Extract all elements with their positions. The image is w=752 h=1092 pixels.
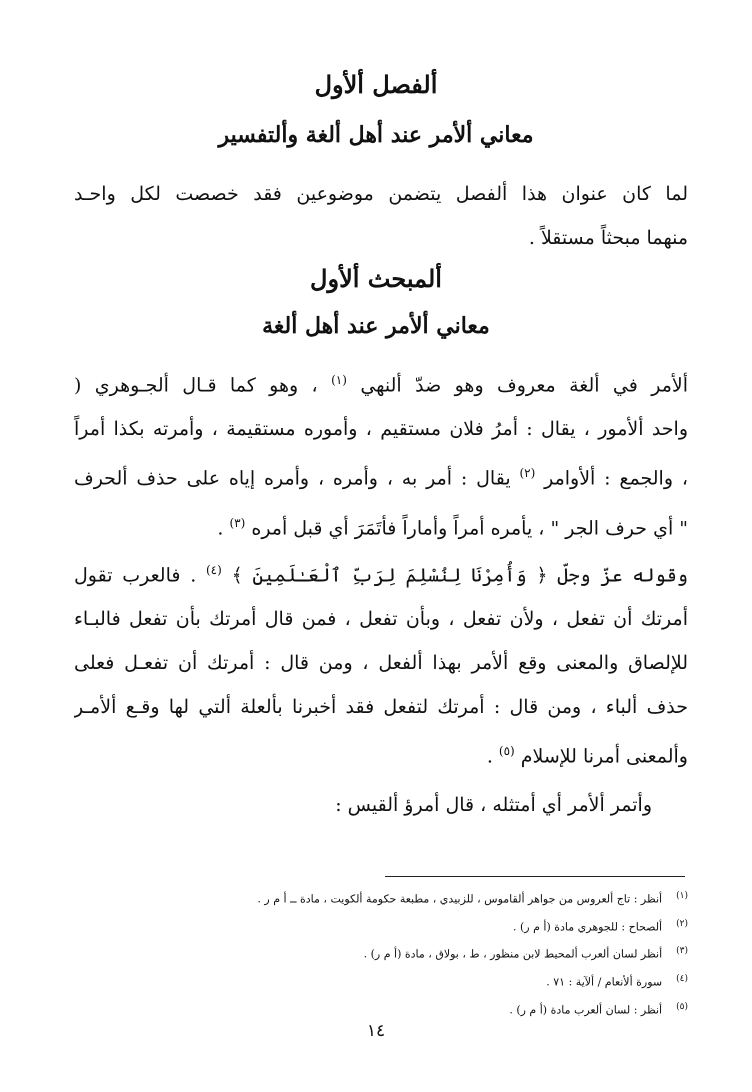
section-subtitle: معاني ألأمر عند أهل ألغة — [262, 313, 490, 339]
section-title: ألمبحث ألأول — [310, 264, 442, 293]
paragraph-line: ، والجمع : ألأوامر $^{(٢)}$ يقال : أمر به ، وأمره ، وأمره إياه على حذف ألحرف — [74, 466, 688, 490]
footnote-ref: (٢) — [519, 466, 536, 481]
footnote-ref: (١) — [331, 373, 347, 387]
footnote-separator — [385, 876, 685, 877]
paragraph-line: وألمعنى أمرنا للإسلام $^{(٥)}$ . — [486, 744, 688, 768]
intro-line: لما كان عنوان هذا ألفصل يتضمن موضوعين فقد خصصت لكل واحـد — [74, 183, 688, 205]
paragraph-3 — [74, 783, 652, 827]
paragraph-line: ألأمر في ألغة معروف وهو ضدّ ألنهي $^{(١)}$ ، وهو كما قـال ألجـوهري ( — [74, 373, 688, 397]
intro-paragraph — [74, 172, 688, 260]
footnote: $^{(٤)}$سورة ألأنعام / ألآية : ٧١ . — [546, 973, 688, 989]
intro-line: منهما مبحثاً مستقلاً . — [528, 227, 688, 249]
page-number: ١٤ — [366, 1021, 386, 1041]
footnote: $^{(٥)}$أنظر : لسان ألعرب مادة (أ م ر) . — [509, 1001, 688, 1017]
paragraph-line: " أي حرف الجر " ، يأمره أمراً وأماراً فأتَمَرَ أي قبل أمره $^{(٣)}$ . — [217, 515, 688, 539]
footnote-ref: (٤) — [205, 563, 222, 577]
paragraph-2 — [74, 548, 688, 779]
paragraph-line: أمرتك أن تفعل ، ولأن تفعل ، وبأن تفعل ، فمن قال أمرتك بأن تفعل فالبـاء — [74, 608, 688, 631]
chapter-subtitle: معاني ألأمر عند أهل ألغة وألتفسير — [218, 122, 534, 148]
paragraph-line: وأتمر ألأمر أي أمتثله ، قال أمرؤ ألقيس : — [335, 794, 652, 816]
footnote-ref: (٣) — [229, 515, 246, 530]
footnote: $^{(٢)}$ألصحاح : للجوهري مادة (أ م ر) . — [513, 918, 688, 934]
footnote-ref: (٥) — [498, 744, 515, 759]
footnote: $^{(٣)}$أنظر لسان ألعرب ألمحيط لابن منظور ، ط ، بولاق ، مادة (أ م ر) . — [363, 946, 688, 961]
paragraph-line: واحد ألأمور ، يقال : أمرُ فلان مستقيم ، وأموره مستقيمة ، وأمرته بكذا أمراً — [74, 418, 688, 441]
footnotes — [150, 884, 688, 1022]
paragraph-line: للإلصاق والمعنى وقع ألأمر بهذا ألفعل ، ومن قال : أمرتك أن تفعـل فعلى — [74, 652, 688, 675]
paragraph-line: وقوله عزّ وجلّ ﴿ وَأُمِرْنَا لِنُسْلِمَ لِرَبِّ ٱلْعَـٰلَمِينَ ﴾ $^{(٤)}$ . فالعرب تقول — [74, 563, 688, 587]
chapter-title: ألفصل ألأول — [314, 70, 438, 99]
footnote: $^{(١)}$أنظر : تاج ألعروس من جواهر ألقاموس ، للزبيدي ، مطبعة حكومة ألكويت ، مادة ــ أ م ر . — [257, 891, 688, 906]
paragraph-line: حذف ألباء ، ومن قال : أمرتك لتفعل فقد أخبرنا بألعلة ألتي لها وقـع ألأمـر — [74, 696, 688, 719]
paragraph-1 — [74, 358, 688, 550]
